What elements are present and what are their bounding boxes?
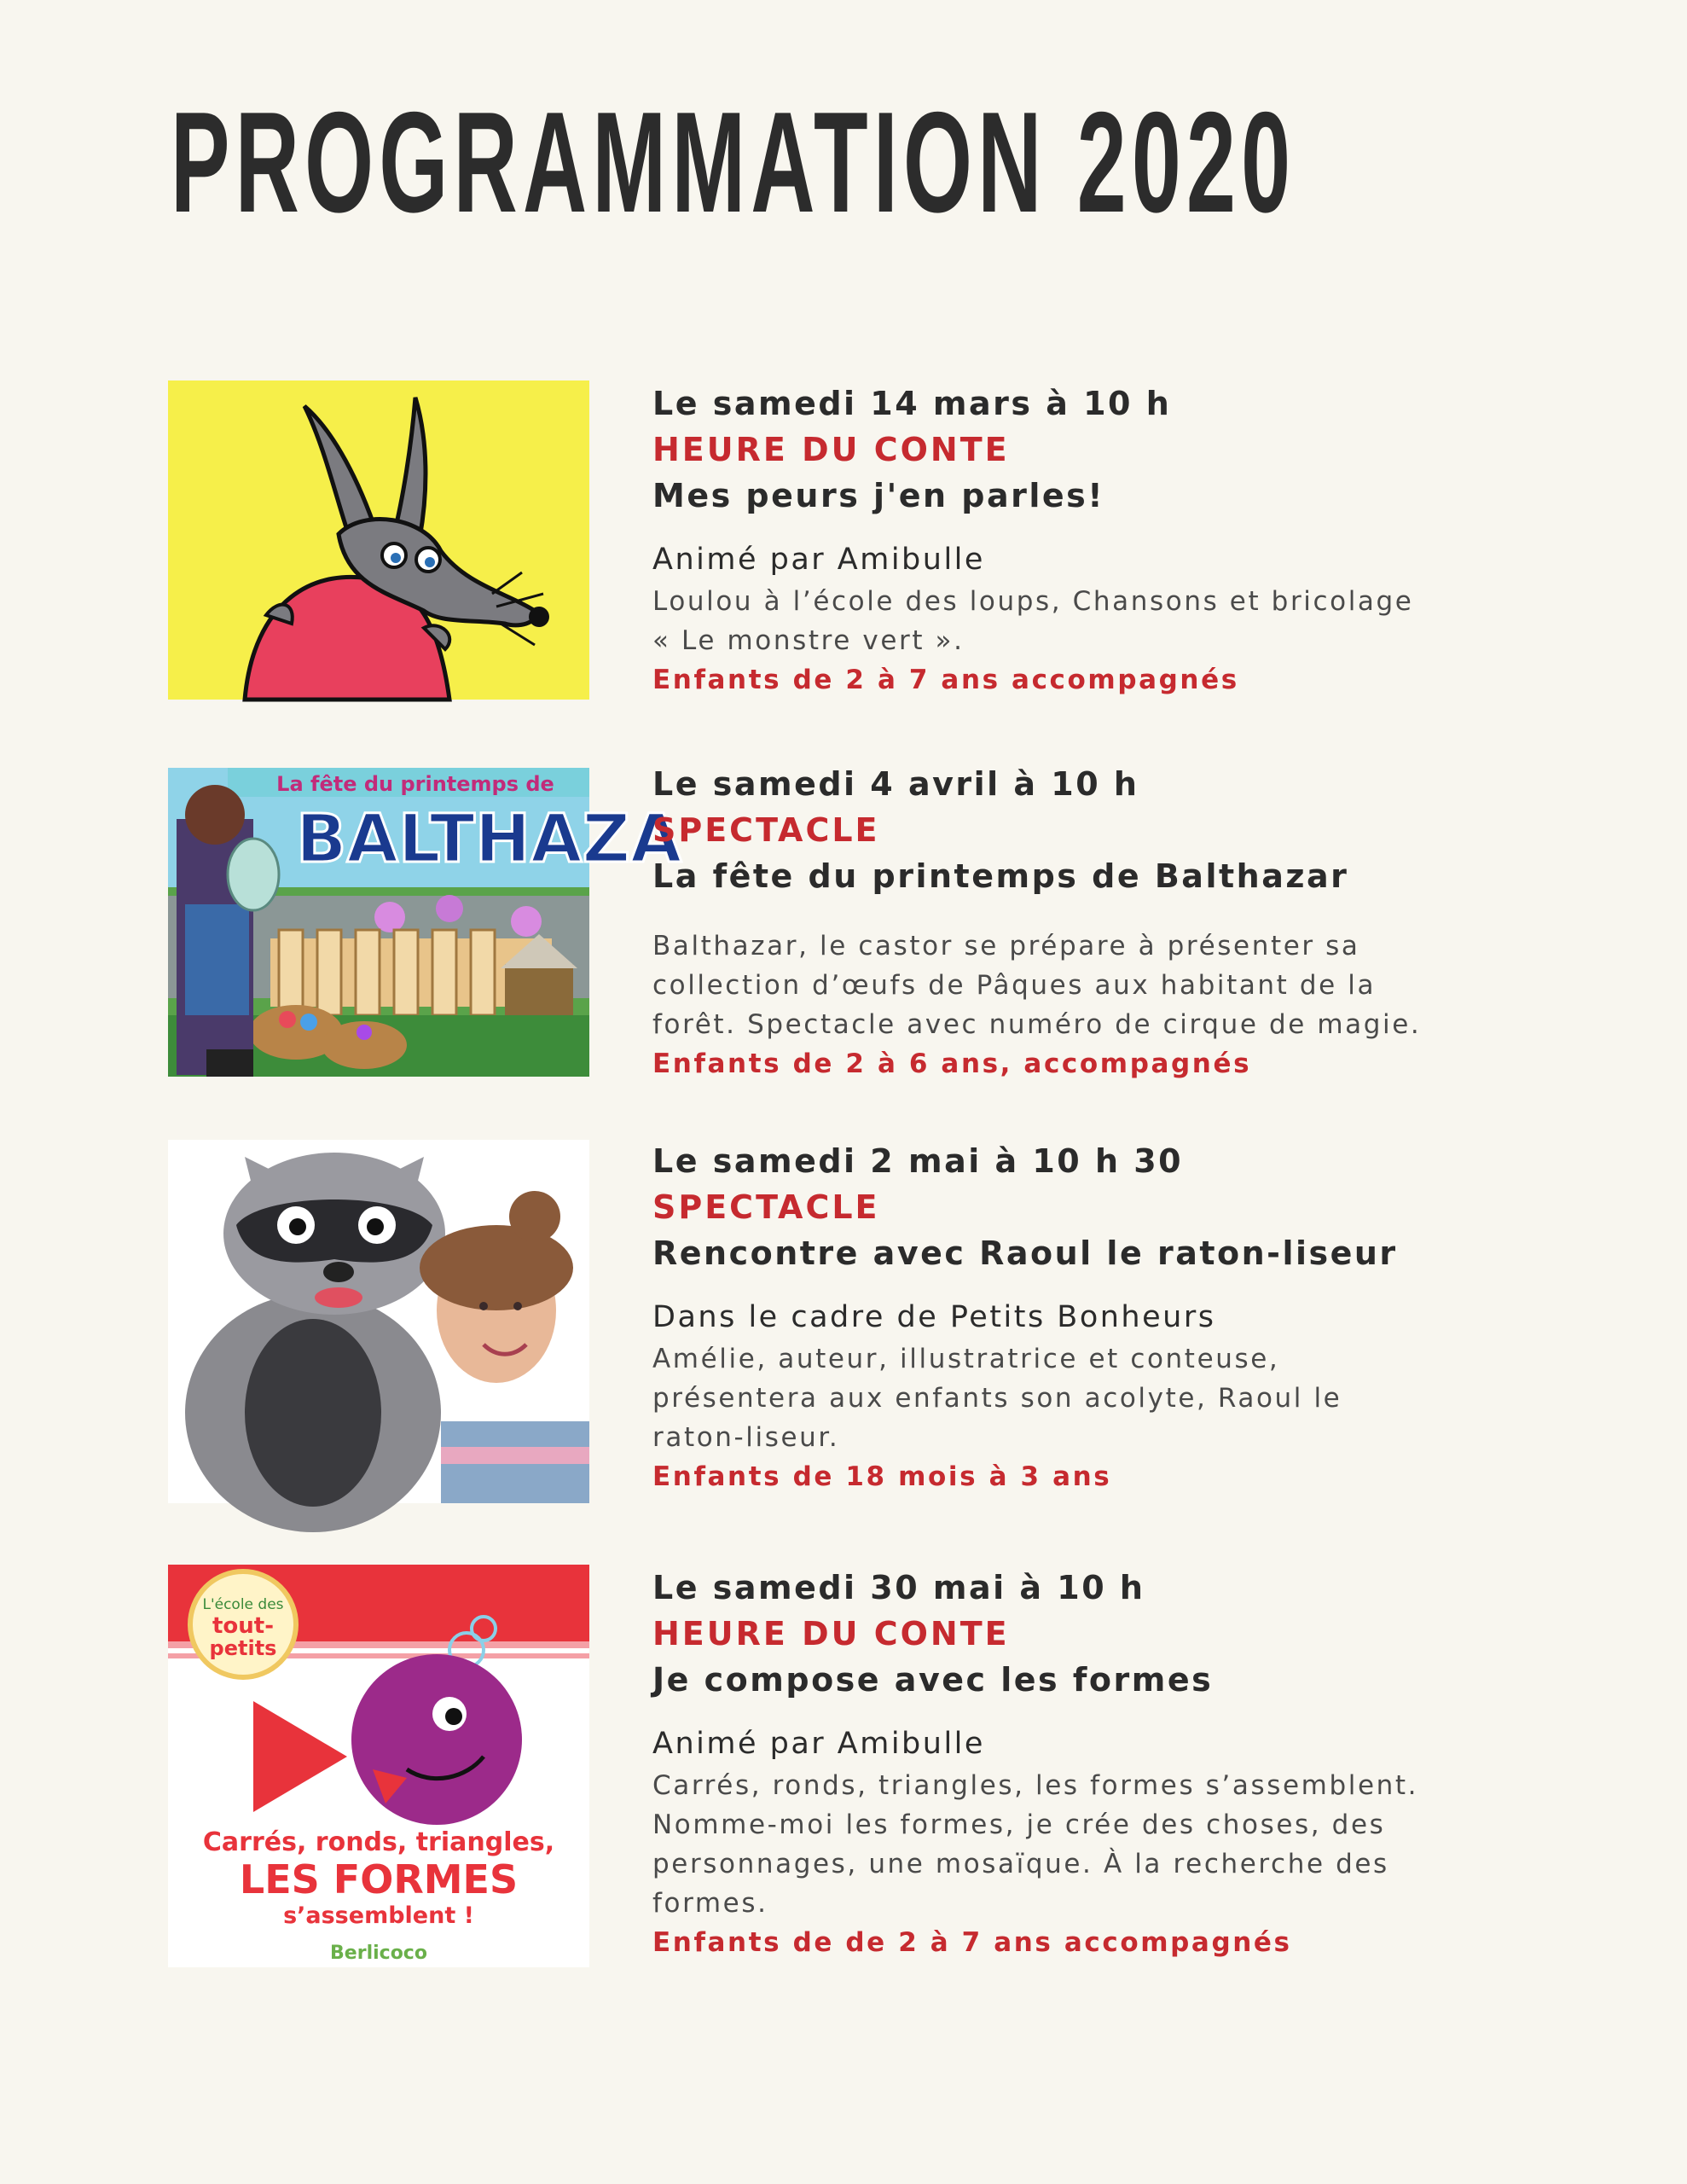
event-audience: Enfants de 2 à 6 ans, accompagnés [652,1048,1252,1079]
event-category: HEURE DU CONTE [652,1615,1010,1653]
event-category: HEURE DU CONTE [652,431,1010,468]
balthazar-poster [168,768,682,1077]
event-description-line: Carrés, ronds, triangles, les formes s’assemblent. [652,1770,1419,1801]
event-description-line: Amélie, auteur, illustratrice et conteuse, [652,1344,1280,1374]
event-description-line: personnages, une mosaïque. À la recherche des [652,1849,1389,1879]
event-date: Le samedi 30 mai à 10 h [652,1569,1145,1606]
event-subtitle: Animé par Amibulle [652,1727,985,1761]
event-date: Le samedi 14 mars à 10 h [652,385,1172,422]
event-heading: Je compose avec les formes [652,1661,1214,1699]
event-subtitle: Dans le cadre de Petits Bonheurs [652,1300,1216,1334]
balthazar-image [168,768,682,1077]
raccoon-image [168,1140,589,1503]
cover-badge-line: tout- [212,1613,275,1639]
event-category: SPECTACLE [652,1188,880,1226]
book-cover-shapes [168,1565,589,1967]
event-description-line: « Le monstre vert ». [652,625,965,656]
event-description-line: Nomme-moi les formes, je crée des choses, des [652,1809,1386,1840]
cover-badge-line: L'école des [202,1596,284,1613]
event-description-line: collection d’œufs de Pâques aux habitant de la [652,970,1377,1001]
event-date: Le samedi 2 mai à 10 h 30 [652,1142,1184,1180]
event-subtitle: Animé par Amibulle [652,543,985,577]
event-heading: Rencontre avec Raoul le raton-liseur [652,1234,1398,1272]
event-description-line: présentera aux enfants son acolyte, Raoul le [652,1383,1342,1414]
event-audience: Enfants de de 2 à 7 ans accompagnés [652,1927,1292,1958]
event-description-line: raton-liseur. [652,1422,840,1453]
event-description-line: Balthazar, le castor se prépare à présenter sa [652,931,1360,961]
cartoon-wolf-illustration [168,380,589,700]
event-date: Le samedi 4 avril à 10 h [652,765,1139,803]
event-description-line: Loulou à l’école des loups, Chansons et bricolage [652,586,1414,617]
event-description-line: forêt. Spectacle avec numéro de cirque de magie. [652,1009,1422,1040]
cover-publisher: Berlicoco [330,1943,427,1964]
cover-title: LES FORMES [239,1856,519,1902]
poster-name: BALTHAZA [296,801,682,878]
poster-banner: La fête du printemps de [276,772,554,796]
event-description-line: formes. [652,1888,768,1919]
event-category: SPECTACLE [652,811,880,849]
event-heading: La fête du printemps de Balthazar [652,857,1349,895]
cover-badge-line: petits [209,1636,277,1660]
event-audience: Enfants de 2 à 7 ans accompagnés [652,665,1239,695]
event-heading: Mes peurs j'en parles! [652,477,1105,514]
raccoon-puppet-photo [168,1140,589,1503]
cover-line: Carrés, ronds, triangles, [202,1827,555,1857]
page-title: PROGRAMMATION 2020 [171,82,1296,242]
wolf-image [168,380,589,700]
event-audience: Enfants de 18 mois à 3 ans [652,1461,1112,1492]
cover-line: s’assemblent ! [283,1902,474,1929]
book-cover-image [168,1565,589,1967]
